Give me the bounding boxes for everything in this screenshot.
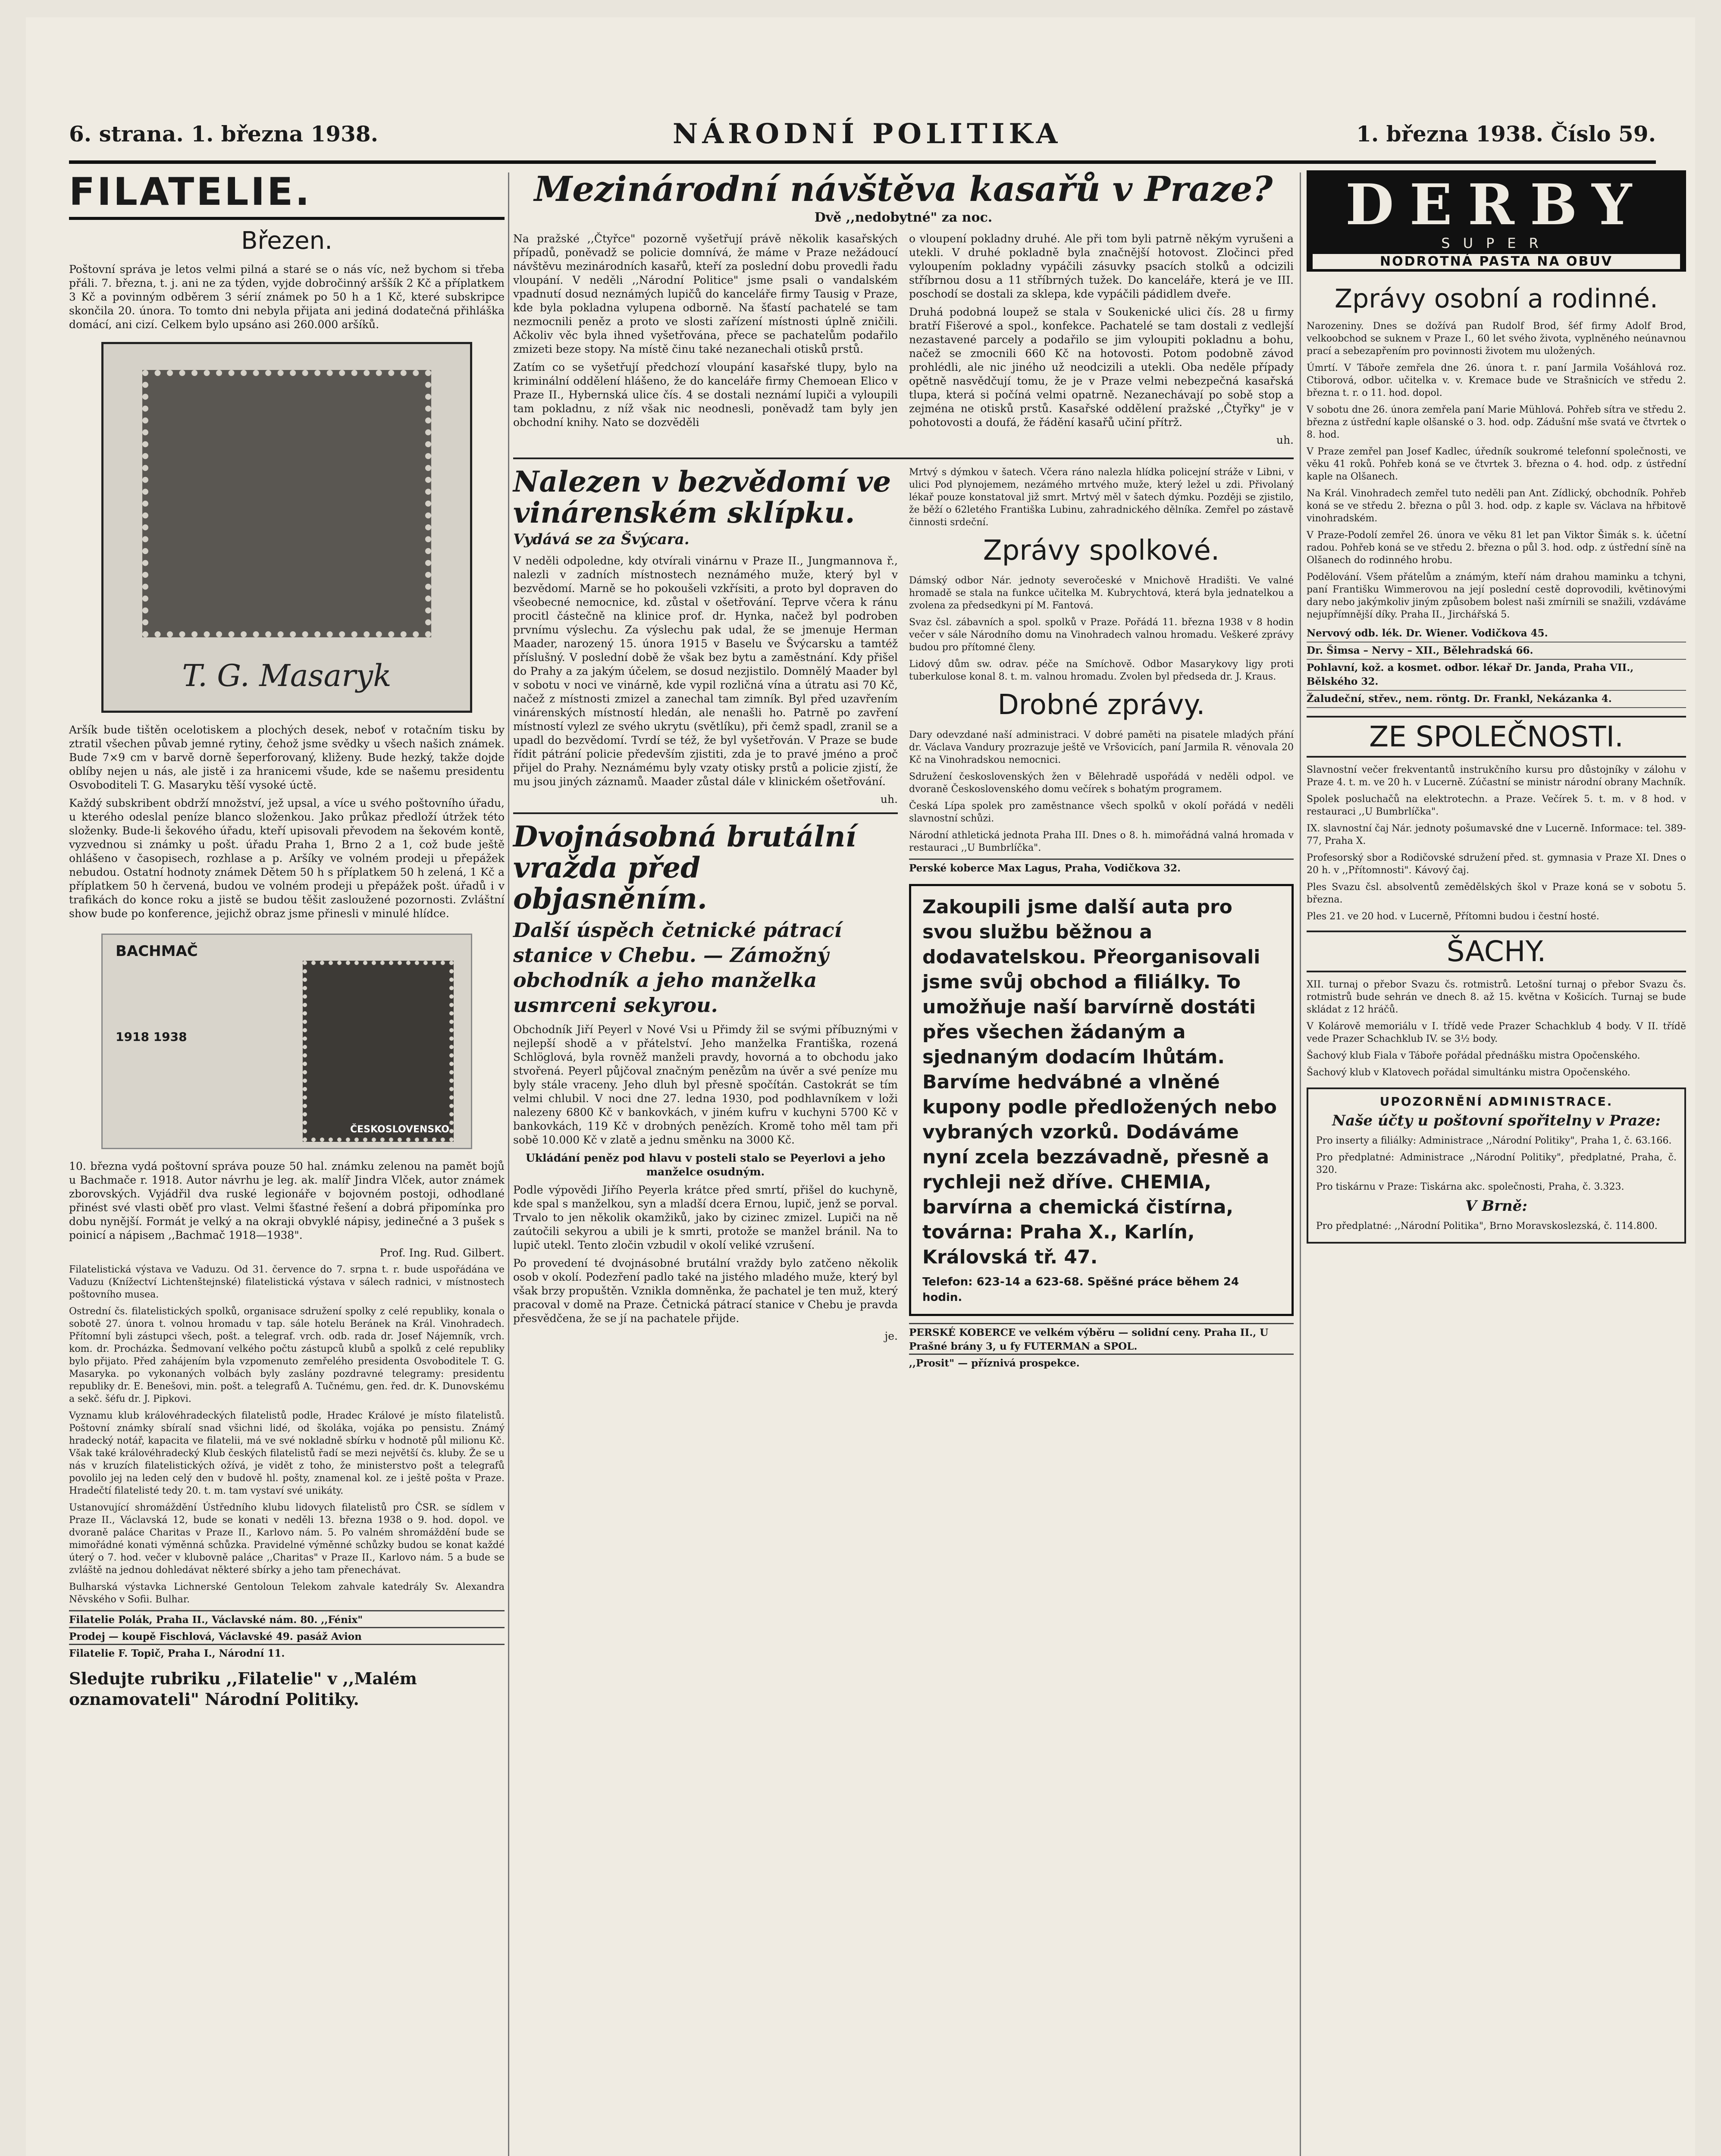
advert-text: Zakoupili jsme další auta pro svou službu běžnou a dodavatelskou. Přeorganisovali jsme svůj obchod a filiálky. To umožňuje naší barvírně dostáti přes všechen žádaným a sjednaným dodacím lhůtám. Barvíme hedvábné a vlněné kupony podle předložených nebo vybraných vzorků. Dodáváme nyní zcela bezzávadně, přesně a rychleji než dříve. CHEMIA, barvírna a chemická čistírna, továrna: Praha X., Karlín, Královská tř. 47. bbox=[922, 896, 1277, 1268]
notice-line: Pro předplatné: ,,Národní Politika", Brno Moravskoslezská, č. 114.800. bbox=[1316, 1221, 1658, 1232]
column-divider-1 bbox=[508, 172, 509, 2156]
article-body-kasari bbox=[513, 232, 1294, 451]
paragraph: Filatelistická výstava ve Vaduzu. Od 31. července do 7. srpna t. r. bude uspořádána ve Vaduzu (Knížectví Lichtenštejnské) filatelistická výstava v sálech radnici, v místnostech poštovního musea. bbox=[69, 1264, 505, 1300]
paragraph: Dámský odbor Nár. jednoty severočeské v Mnichově Hradišti. Ve valné hromadě se stala na funkce učitelka M. Kubrychtová, která byla jednatelkou a zvolena za předsedkyni pí M. Fantová. bbox=[909, 575, 1294, 611]
paragraph: Aršík bude tištěn ocelotiskem a plochých desek, neboť v rotačním tisku by ztratil všechen půvab jemné rytiny, čehož jsme svědky u všech našich známek. Bude 7×9 cm v barvě dorně šeperforovaný, kliženy. Bude hezký, takže dojde oblíby nejen u nás, ale jistě i za hranicemi všude, kde se našemu presidentu Osvoboditeli T. G. Masaryku těší vysoké úctě. bbox=[69, 724, 505, 791]
paragraph: Narozeniny. Dnes se dožívá pan Rudolf Brod, šéf firmy Adolf Brod, velkoobchod se suknem v Praze I., 60 let svého života, vyplněného neúnavnou prací a sebezapřením pro povinnosti životem mu uložených. bbox=[1307, 321, 1686, 357]
paragraph: Ostrední čs. filatelistických spolků, organisace sdružení spolky z celé republiky, konala o sobotě 27. února t. volnou hromadu v tap. sále hotelu Beránek na Král. Vinohradech. Přítomní byli zástupci všech, pošt. a telegraf. vrch. odb. rada dr. Josef Nájemník, vrch. kom. dr. Procházka. Šedmovaní velkého počtu zástupců klubů a spolků z celé republiky bylo přijato. Před zahájením byla vzpomenuto zemřelého presidenta Osvoboditele T. G. Masaryka. po vykonaných volbách byly zaslány pozdravné telegramy: presidentu republiky dr. E. Benešovi, min. pošt. a telegrafů A. Tučnému, gen. řed. dr. K. Dunovskému a sekč. šéfu dr. J. Pipkovi. bbox=[69, 1306, 505, 1404]
notice-subtitle: V Brně: bbox=[1465, 1197, 1527, 1215]
paragraph: V neděli odpoledne, kdy otvírali vinárnu v Praze II., Jungmannova ř., nalezli v zadních místnostech neznámého muže, který byl v bezvědomí. Marně se ho pokoušeli vzkřísiti, a proto byl dopraven do všeobecné nemocnice, kd. zůstal v ošetřování. Teprve včera k ránu procitl částečně na klinice prof. dr. Hynka, načež byl podroben prvnímu výslechu. Za výslechu pak udal, že se jmenuje Herman Maader, narozený 15. února 1915 v Baselu ve Švýcarsku a tamtéž příslušný. V poslední době že však bez bytu a zaměstnání. Kdy přišel do Prahy a za jakým účelem, se dosud nezjistilo. Domnělý Maader byl v sobotu v noci ve vinárně, kde vypil rozličná vína a útratu asi 70 Kč, načež z místnosti zmizel a zanechal tam zimník. Byl před uzavřením vinárenských místností hledán, ale nenašli ho. Patrně po zavření místností vylezl ze svého ukrytu (světlíku), při čemž spadl, zranil se a upadl do bezvědomí. Tvrdí se též, že byl vyšetřován. V Praze se bude řídit pátrání policie především zjistiti, zda je to pravé jméno a proč přijel do Prahy. Neznámému byly vzaty otisky prstů a policie zjistí, že mu jsou jiných záznamů. Maader zůstal dále v klinickém ošetřování. bbox=[513, 555, 898, 788]
divider bbox=[513, 458, 1294, 459]
classified-ad: Filatelie Polák, Praha II., Václavské nám. 80. ,,Fénix" bbox=[69, 1610, 505, 1627]
classified-ad: Filatelie F. Topič, Praha I., Národní 11. bbox=[69, 1644, 505, 1661]
notice-title: UPOZORNĚNÍ ADMINISTRACE. bbox=[1379, 1094, 1613, 1109]
stamp-label: BACHMAČ bbox=[116, 943, 198, 960]
divider bbox=[513, 812, 898, 814]
paragraph: Slavnostní večer frekventantů instrukčního kursu pro důstojníky v zálohu v Praze 4. t. m. ve 20 h. v Lucerně. Zúčastní se ministr národní obrany Machník. bbox=[1307, 765, 1686, 788]
classified-ad: Dr. Šimsa – Nervy – XII., Bělehradská 66. bbox=[1307, 642, 1686, 660]
paragraph: Ustanovující shromáždění Ústředního klubu lidovych filatelistů pro ČSR. se sídlem v Praze II., Václavská 12, bude se konati v neděli 13. března 1938 o 9. hod. dopol. ve dvoraně paláce Charitas v Praze II., Karlovo nám. 5. Po valném shromáždění bude se mimořádné konati výměnná schůzka. Pravidelné výměnné schůzky budou se konat každé úterý o 7. hod. večer v klubovně paláce ,,Charitas" v Praze II., Karlovo nám. 5 a bude se zvláště na jednou dohledávat některé sbírky a jeho tam přenechávat. bbox=[69, 1502, 505, 1576]
derby-tagline: NODROTNÁ PASTA NA OBUV bbox=[1313, 254, 1680, 269]
stamp-years: 1918 1938 bbox=[116, 1030, 187, 1044]
header-right: 1. března 1938. Číslo 59. bbox=[1356, 121, 1656, 147]
paragraph: XII. turnaj o přebor Svazu čs. rotmistrů. Letošní turnaj o přebor Svazu čs. rotmistrů bude sehrán ve dnech 8. až 15. května v Košicích. Turnaj se bude skládat z 12 hráčů. bbox=[1307, 979, 1686, 1015]
column-filatelie bbox=[69, 170, 505, 1710]
stamp-country: ČESKOSLOVENSKO bbox=[350, 1124, 449, 1135]
paragraph: Na pražské ,,Čtyřce" pozorně vyšetřují právě několik kasařských případů, poněvadž se policie domnívá, že máme v Praze nežádoucí návštěvu mezinárodních kasařů, kteří za poslední dobu provedli řadu vloupání. V neděli ,,Národní Politice" jsme psali o vandalském vpadnutí dosud neznámých lupičů do kanceláře firmy Tausig v Praze, kde byla pokladna vylupena odborně. Na šťastí pachatelé se tam nezmocnili peněz a proto ve slosti zařízení místnosti úplně zničili. Ačkoliv věc byla ihned vyšetřována, přece se pachatelům podařilo zmizeti beze stopy. Na místě činu také nezanechali otisků prstů. bbox=[513, 232, 898, 355]
section-title-spolecnost: ZE SPOLEČNOSTI. bbox=[1307, 716, 1686, 758]
article-signature: uh. bbox=[880, 793, 898, 805]
section-title-sachy: ŠACHY. bbox=[1307, 931, 1686, 972]
section-title-osobni: Zprávy osobní a rodinné. bbox=[1335, 284, 1658, 314]
stamp-signature: T. G. Masaryk bbox=[182, 658, 392, 693]
paragraph: Každý subskribent obdrží množství, jež upsal, a více u svého poštovního úřadu, u kterého odeslal peníze blanco složenkou. Jako průkaz předloží útržek této složenky. Bude-li šekového úřadu, kteří upisovali převodem na šekovém kontě, vyzvednou si známky u pošt. úřadu Praha 1, Brno 2 a 1, což bude ještě ohlášeno v časopisech, rozhlase a p. Aršíky ve volném prodeji u přepážek nebudou. Ostatní hodnoty známek Dětem 50 h s příplatkem 50 h zelená, 1 Kč a příplatkem 50 h červená, budou ve volném prodeji u přepážek pošt. úřadů i v trafikách do konce roku a jistě se budou těšit zasloužené pozornosti. Zvláštní show bude po konference, jejichž obraz jsme přinesli v minulé hlídce. bbox=[69, 797, 505, 920]
paragraph: Mrtvý s dýmkou v šatech. Včera ráno nalezla hlídka policejní stráže v Libni, v ulici Pod plynojemem, nezámého mrtvého muže, který ležel u zdi. Přivolaný lékař pouze konstatoval již smrt. Mrtvý měl v šatech dýmku. Později se zjistilo, že běží o 62letého Františka Lubinu, zahradnického dělníka. Zemřel po zástavě činnosti srdeční. bbox=[909, 467, 1294, 528]
paragraph: Profesorský sbor a Rodičovské sdružení před. st. gymnasia v Praze XI. Dnes o 20 h. v ,,Přítomnosti". Kávový čaj. bbox=[1307, 852, 1686, 876]
paragraph: Ples 21. ve 20 hod. v Lucerně, Přítomni budou i čestní hosté. bbox=[1307, 911, 1599, 922]
article-subtitle: Vydává se za Švýcara. bbox=[513, 531, 690, 548]
header-left: 6. strana. 1. března 1938. bbox=[69, 121, 378, 147]
classified-ad: Nervový odb. lék. Dr. Wiener. Vodičkova 45. bbox=[1307, 625, 1686, 642]
advert-chemia bbox=[909, 884, 1294, 1316]
section-title-filatelie: FILATELIE. bbox=[69, 170, 505, 220]
paragraph: Národní athletická jednota Praha III. Dnes o 8. h. mimořádná valná hromada v restauraci ,,U Bumbrlíčka". bbox=[909, 830, 1294, 853]
classified-ad: Žaludeční, střev., nem. röntg. Dr. Frankl, Nekázanka 4. bbox=[1307, 691, 1686, 708]
paragraph: 10. března vydá poštovní správa pouze 50 hal. známku zelenou na pamět bojů u Bachmače r. 1918. Autor návrhu je leg. ak. malíř Jindra Vlček, autor známek zborovských. Vyjádřil dva ruské legionáře v bojovném postoji, odhodlané přinést své vlasti oběť pro vlast. Velmi šťastné řešení a dobrá připomínka pro dobu nynější. Formát je velký a na okraji obvyklé nápisy, jedinečné a 3 pušek s poinicí a nápisem ,,Bachmač 1918—1938". bbox=[69, 1160, 505, 1241]
paragraph: Sdružení československých žen v Bělehradě uspořádá v neděli odpol. ve dvoraně Československého domu večírek s bohatým programem. bbox=[909, 771, 1294, 795]
derby-sub: SUPER bbox=[1441, 235, 1552, 251]
article-kicker: Další úspěch četnické pátrací stanice v Chebu. — Zámožný obchodník a jeho manželka usmrceni sekyrou. bbox=[513, 918, 842, 1017]
classified-ad: Prodej — koupě Fischlová, Václavské 49. pasáž Avion bbox=[69, 1627, 505, 1644]
paragraph: Úmrtí. V Táboře zemřela dne 26. února t. r. paní Jarmila Vošáhlová roz. Ctiborová, odbor. učitelka v. v. Kremace bude ve Strašnicích ve středu 2. března t. r. o 11. hod. dopol. bbox=[1307, 363, 1686, 398]
article-title-nalezen: Nalezen v bezvědomí ve vinárenském sklípku. bbox=[513, 465, 891, 530]
classified-ad: Perské koberce Max Lagus, Praha, Vodičkova 32. bbox=[909, 859, 1294, 875]
article-signature: je. bbox=[884, 1330, 898, 1342]
classified-ad: ,,Prosit" — příznivá prospekce. bbox=[909, 1354, 1294, 1370]
classified-ad: PERSKÉ KOBERCE ve velkém výběru — solidní ceny. Praha II., U Prašné brány 3, u fy FUTERMAN a SPOL. bbox=[909, 1323, 1294, 1354]
paragraph: Česká Lípa spolek pro zaměstnance všech spolků v okolí pořádá v neděli slavnostní schůzi. bbox=[909, 801, 1294, 824]
stamp-portrait bbox=[142, 370, 431, 637]
notice-subtitle: Naše účty u poštovní spořitelny v Praze: bbox=[1332, 1112, 1661, 1129]
paragraph: V Kolárově memoriálu v I. třídě vede Prazer Schachklub 4 body. V II. třídě vede Prazer Schachklub IV. se 3½ body. bbox=[1307, 1021, 1686, 1044]
paragraph: Podle výpovědi Jiřího Peyerla krátce před smrtí, přišel do kuchyně, kde spal s manželkou, syn a mladší dcera Ernou, lupič, jenž se porval. Trvalo to jen několik okamžiků, jako by cizinec zmizel. Lupiči na ně zaútočili sekyrou a ubili je k smrti, protože se manžel bránil. Na to lupič utekl. Tento zločin vzbudil v okolí veliké vzrušení. bbox=[513, 1184, 898, 1251]
notice-line: Pro předplatné: Administrace ,,Národní Politiky", předplatné, Praha, č. 320. bbox=[1316, 1152, 1677, 1175]
column-personal bbox=[1307, 170, 1686, 1244]
lower-news bbox=[513, 466, 1294, 1370]
notice-line: Pro inserty a filiálky: Administrace ,,Národní Politiky", Praha 1, č. 63.166. bbox=[1316, 1135, 1672, 1146]
paragraph: Šachový klub v Klatovech pořádal simultánku mistra Opočenského. bbox=[1307, 1067, 1630, 1078]
classified-ad: Pohlavní, kož. a kosmet. odbor. lékař Dr. Janda, Praha VII., Bělského 32. bbox=[1307, 660, 1686, 691]
paragraph: Ples Svazu čsl. absolventů zemědělských škol v Praze koná se v sobotu 5. března. bbox=[1307, 882, 1686, 905]
paragraph: Svaz čsl. zábavních a spol. spolků v Praze. Pořádá 11. března 1938 v 8 hodin večer v sále Národního domu na Vinohradech valnou hromadu. Veškeré zprávy budou pro přítomné členy. bbox=[909, 617, 1294, 653]
stamp-image-masaryk bbox=[101, 342, 472, 713]
paragraph: Na Král. Vinohradech zemřel tuto neděli pan Ant. Zídlický, obchodník. Pohřeb koná se ve středu 2. března o půl 3. hod. odp. z kaple sv. Václava na hřbitově vinohradském. bbox=[1307, 488, 1686, 524]
advert-phone: Telefon: 623-14 a 623-68. Spěšné práce během 24 hodin. bbox=[922, 1275, 1239, 1304]
paragraph: Po provedení té dvojnásobné brutální vraždy bylo zatčeno několik osob v okolí. Podezření padlo také na jistého mladého muže, který byl však brzy propuštěn. Vznikla domněnka, že pachatel je ten muž, který pracoval v domě na Praze. Četnická pátrací stanice v Chebu je pravda přesvědčena, že se jí na pachatele přijde. bbox=[513, 1257, 898, 1325]
month-title: Březen. bbox=[241, 227, 332, 255]
paragraph: V Praze-Podolí zemřel 26. února ve věku 81 let pan Viktor Šimák s. k. účetní radou. Pohřeb koná se ve středu 2. března o půl 3. hod. odp. z ústřední síně na Olšanech do rodinného hrobu. bbox=[1307, 530, 1686, 566]
paragraph: Podělování. Všem přátelům a známým, kteří nám drahou maminku a tchyni, paní Františku Wimmerovou na její poslední cestě doprovodili, květinovými dary nebo jakýmkoliv jiným způsobem bolest naši zmírnili se snažili, vzdáváme nejupřímnější díky. Praha II., Jirchářská 5. bbox=[1307, 572, 1686, 620]
page-header bbox=[69, 108, 1656, 160]
paragraph: Spolek posluchačů na elektrotechn. a Praze. Večírek 5. t. m. v 8 hod. v restauraci ,,U Bumbrlíčka". bbox=[1307, 794, 1686, 817]
advert-derby bbox=[1307, 170, 1686, 272]
column-divider-2 bbox=[1300, 172, 1301, 2156]
paragraph: Vyznamu klub královéhradeckých filatelistů podle, Hradec Králové je místo filatelistů. Poštovní známky sbíralí snad všichni lidé, od školáka, vojáka po pensistu. Známý hradecký notář, kapacita ve filatelii, má ve své nokladně sbírku v hodnotě půl milionu Kč. Však také královéhradecký Klub českých filatelistů řadí se mezi největší čs. kluby. Že se u nás v kruzích filatelistických ožívá, je vidět z toho, že ministerstvo pošt a telegrafů povolilo jej na leden celý den v budově hl. pošty, znamenal kol. ze i ještě pošta v Praze. Hradečtí filatelisté tedy 20. t. m. tam vystaví své unikáty. bbox=[69, 1410, 505, 1496]
section-title-spolkove: Zprávy spolkové. bbox=[983, 535, 1220, 567]
derby-logo: DERBY bbox=[1345, 172, 1648, 238]
masthead: NÁRODNÍ POLITIKA bbox=[672, 117, 1062, 150]
paragraph: V sobotu dne 26. února zemřela paní Marie Mühlová. Pohřeb sítra ve středu 2. března z ústřední kaple olšanské o 3. hod. odp. Zádušní mše svatá ve čtvrtek o 8. hod. bbox=[1307, 404, 1686, 440]
author-signature: Prof. Ing. Rud. Gilbert. bbox=[379, 1247, 505, 1259]
paragraph: IX. slavnostní čaj Nár. jednoty pošumavské dne v Lucerně. Informace: tel. 389-77, Praha X. bbox=[1307, 823, 1686, 846]
paragraph: Šachový klub Fiala v Táboře pořádal přednášku mistra Opočenského. bbox=[1307, 1050, 1640, 1061]
article-subheading: Ukládání peněz pod hlavu v posteli stalo se Peyerlovi a jeho manželce osudným. bbox=[525, 1152, 886, 1178]
paragraph: Lidový dům sw. odrav. péče na Smíchově. Odbor Masarykovy ligy proti tuberkulose konal 8. t. m. valnou hromadu. Zvolen byl předseda dr. J. Kraus. bbox=[909, 659, 1294, 682]
paragraph: Druhá podobná loupež se stala v Soukenické ulici čís. 28 u firmy bratří Fišerové a spol., konfekce. Pachatelé se tam dostali z vedlejší nezastavené parcely a podařilo se jim vyloupiti pokladnu a bohu, načež se zmocnili 660 Kč na hotovosti. Potom podobně závod prohlédli, ale nic jiného už neodcizili a utekli. Oba neděle případy opětně nasvědčují tomu, že je v Praze velmi nebezpečná kasařská tlupa, která si počíná velmi opatrně. Nezanechávají po sobě stop a zejména ne otisků prstů. Kasařské oddělení pražské ,,Čtyřky" je v pohotovosti a doufá, že řádění kasařů učiní přítrž. bbox=[909, 306, 1294, 429]
paragraph: Poštovní správa je letos velmi pilná a staré se o nás víc, než bychom si třeba přáli. 7. března, t. j. ani ne za týden, vyjde dobročinný arššík 2 Kč a příplatkem 3 Kč a povinným odběrem 3 sérií známek po 50 h a 1 Kč, které subskripce skončila 20. února. To tomto dni nebyla přijata ani jediná dodatečná přihláška domácí, ani cizí. Celkem bylo upsáno asi 260.000 aršíků. bbox=[69, 263, 505, 331]
paragraph: Bulharská výstavka Lichnerské Gentoloun Telekom zahvale katedrály Sv. Alexandra Něvského v Sofii. Bulhar. bbox=[69, 1582, 505, 1605]
article-signature: uh. bbox=[1276, 434, 1294, 446]
paragraph: Obchodník Jiří Peyerl v Nové Vsi u Přimdy žil se svými příbuznými v nejlepší shodě a v přátelství. Jeho manželka Františka, rozená Schlöglová, byla rovněž manželi pravdy, hovorná a to obchodu jako stvořená. Peyerl půjčoval značným penězům na úvěr a své peníze mu byly stále vraceny. Jeho dluh byl přesně spočítán. Castokrát se tím velmi chlubil. V noci dne 27. ledna 1930, pod podhlavníkem v loži nalezeny 6800 Kč v bankovkách, v jiném kufru v kuchyni 5700 Kč v bankovkách, 119 Kč v drobných penězích. Kromě toho měl tam při sobě 10.000 Kč v zlatě a jednu směnku na 3000 Kč. bbox=[513, 1023, 898, 1146]
section-title-drobne: Drobné zprávy. bbox=[997, 689, 1205, 721]
article-title-vrazda: Dvojnásobná brutální vražda před objasněním. bbox=[513, 820, 856, 915]
article-title-kasari: Mezinárodní návštěva kasařů v Praze? bbox=[534, 169, 1273, 209]
paragraph: Dary odevzdané naší administraci. V dobré paměti na pisatele mladých přání dr. Václava Vandury prozrazuje ještě ve Vršovicích, paní Jarmila R. věnovala 20 Kč na Vinohradskou nemocnici. bbox=[909, 730, 1294, 765]
header-rule bbox=[69, 160, 1656, 164]
paragraph: o vloupení pokladny druhé. Ale při tom byli patrně někým vyrušeni a utekli. V druhé pokladně byla značnější hotovost. Zločinci před vyloupením pokladny vypáčili zásuvky psacích stolků a odcizili stříbrnou dosu a 11 stříbrných tužek. Do kanceláře, která je ve III. poschodí se dostali za sklepa, kde vypáčili pádidlem dveře. bbox=[909, 232, 1294, 300]
paragraph: Zatím co se vyšetřují předchozí vloupání kasařské tlupy, bylo na kriminální oddělení hlášeno, že do kanceláře firmy Chemoean Elico v Praze II., Hybernská ulice čís. 4 se dostali neznámí lupiči a vyloupili tam pokladnu, z níž však nic neodnesli, poněvadž tam byly jen obchodní knihy. Nato se dozvěděli bbox=[513, 361, 898, 429]
stamp-image-bachmac bbox=[101, 934, 472, 1149]
column-news bbox=[513, 170, 1294, 1370]
administration-notice bbox=[1307, 1087, 1686, 1244]
notice-line: Pro tiskárnu v Praze: Tiskárna akc. společnosti, Praha, č. 3.323. bbox=[1316, 1181, 1624, 1192]
bottom-notice: Sledujte rubriku ,,Filatelie" v ,,Malém oznamovateli" Národní Politiky. bbox=[69, 1669, 417, 1709]
article-subtitle: Dvě ,,nedobytné" za noc. bbox=[814, 210, 993, 225]
stamp-soldiers bbox=[303, 961, 454, 1142]
paragraph: V Praze zemřel pan Josef Kadlec, úředník soukromé telefonní společnosti, ve věku 41 roků. Pohřeb koná se ve čtvrtek 3. března o 4. hod. odp. z ústřední kaple na Olšanech. bbox=[1307, 446, 1686, 482]
